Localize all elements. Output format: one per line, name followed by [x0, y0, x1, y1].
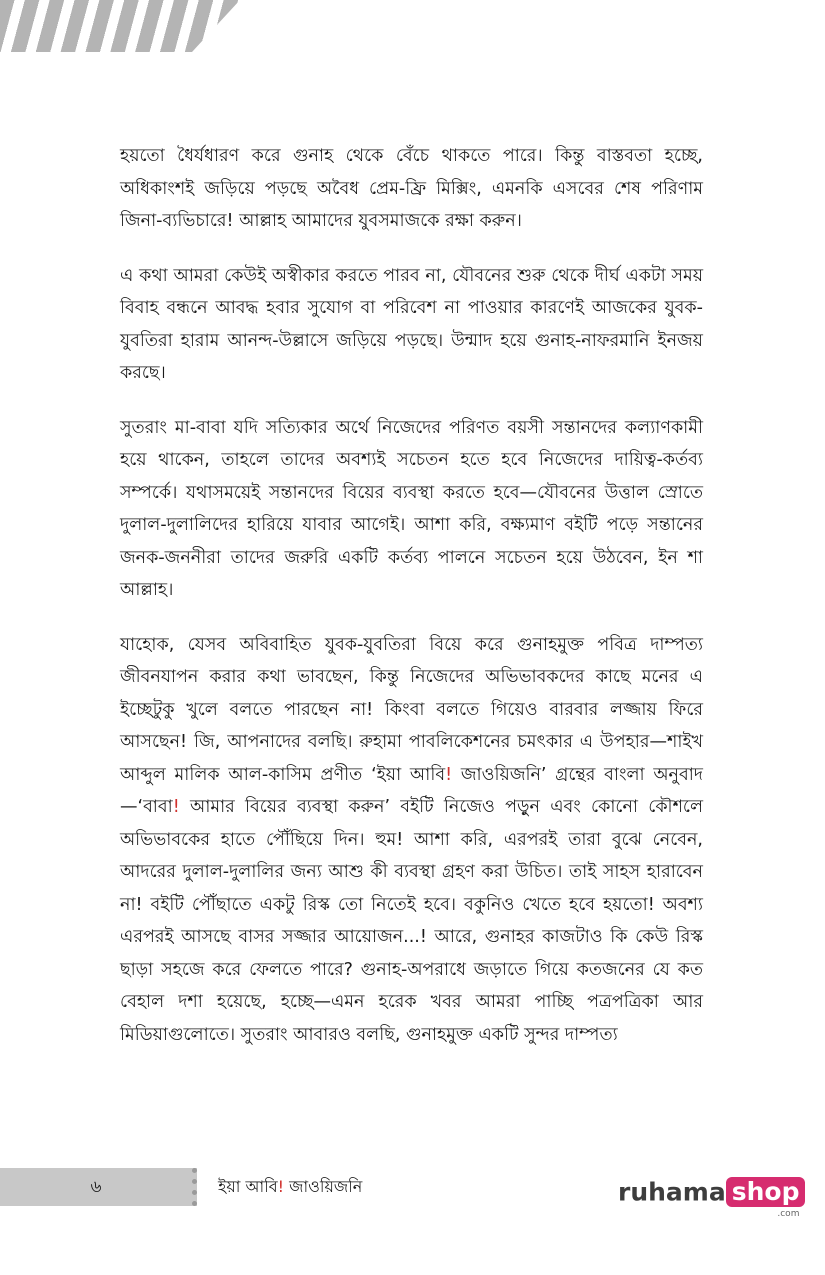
paragraph-text: সুতরাং মা-বাবা যদি সত্যিকার অর্থে নিজেদের পরিণত বয়সী সন্তানদের কল্যাণকামী হয়ে থাকেন, তাহলে তাদের অবশ্যই সচেতন হতে হবে নিজেদের দায়িত্ব-কর্তব্য সম্পর্কে। যথাসময়েই সন্তানদের বিয়ের ব্যবস্থা করতে হবে—যৌবনের উত্তাল স্রোতে দুলাল-দুলালিদের হারিয়ে যাবার আগেই। আশা করি, বক্ষ্যমাণ বইটি পড়ে সন্তানের জনক-জননীরা তাদের জরুরি একটি কর্তব্য পালনে সচেতন হয়ে উঠবেন, ইন শা আল্লাহ।	[120, 417, 703, 600]
logo-ruhama-text: ruhama	[618, 1177, 726, 1207]
page-number: ৬	[90, 1177, 102, 1197]
header-stripes-decoration	[0, 0, 240, 52]
page-body	[120, 140, 703, 1073]
book-title-text-2: জাওয়িজনি	[284, 1177, 363, 1196]
paragraph-3	[120, 412, 703, 607]
book-title-exclamation: !	[277, 1177, 285, 1196]
paragraph-2	[120, 260, 703, 390]
paragraph-text: এ কথা আমরা কেউই অস্বীকার করতে পারব না, যৌবনের শুরু থেকে দীর্ঘ একটা সময় বিবাহ বন্ধনে আবদ্ধ হবার সুযোগ বা পরিবেশ না পাওয়ার কারণেই আজকের যুবক-যুবতিরা হারাম আনন্দ-উল্লাসে জড়িয়ে পড়ছে। উন্মাদ হয়ে গুনাহ-নাফরমানি ইনজয় করছে।	[120, 265, 703, 383]
ruhamashop-logo	[618, 1176, 805, 1219]
paragraph-text: হয়তো ধৈর্যধারণ করে গুনাহ থেকে বেঁচে থাকতে পারে। কিন্তু বাস্তবতা হচ্ছে, অধিকাংশই জড়িয়ে পড়ছে অবৈধ প্রেম-ফ্রি মিক্সিং, এমনকি এসবের শেষ পরিণাম জিনা-ব্যভিচারে! আল্লাহ আমাদের যুবসমাজকে রক্ষা করুন।	[120, 146, 703, 231]
paragraph-text: জাওয়িজনি’ গ্রন্থের বাংলা অনুবাদ—‘বাবা	[120, 764, 703, 817]
paragraph-text: যাহোক, যেসব অবিবাহিত যুবক-যুবতিরা বিয়ে করে গুনাহমুক্ত পবিত্র দাম্পত্য জীবনযাপন করার কথা ভাবছেন, কিন্তু নিজেদের অভিভাবকদের কাছে মনের এ ইচ্ছেটুকু খুলে বলতে পারছেন না! কিংবা বলতে গিয়েও বারবার লজ্জায় ফিরে আসছেন! জি, আপনাদের বলছি। রুহামা পাবলিকেশনের চমৎকার এ উপহার—শাইখ আব্দুল মালিক আল-কাসিম প্রণীত ‘ইয়া আবি	[120, 634, 703, 785]
exclamation-mark: !	[445, 764, 453, 785]
paragraph-4	[120, 629, 703, 1052]
paragraph-text: আমার বিয়ের ব্যবস্থা করুন’ বইটি নিজেও পড়ুন এবং কোনো কৌশলে অভিভাবকের হাতে পৌঁছিয়ে দিন। হুম! আশা করি, এরপরই তারা বুঝে নেবেন, আদরের দুলাল-দুলালির জন্য আশু কী ব্যবস্থা গ্রহণ করা উচিত। তাই সাহস হারাবেন না! বইটি পৌঁছাতে একটু রিস্ক তো নিতেই হবে। বকুনিও খেতে হবে হয়তো! অবশ্য এরপরই আসছে বাসর সজ্জার আয়োজন...! আরে, গুনাহর কাজটাও কি কেউ রিস্ক ছাড়া সহজে করে ফেলতে পারে? গুনাহ-অপরাধে জড়াতে গিয়ে কতজনের যে কত বেহাল দশা হয়েছে, হচ্ছে—এমন হরেক খবর আমরা পাচ্ছি পত্রপত্রিকা আর মিডিয়াগুলোতে। সুতরাং আবারও বলছি, গুনাহমুক্ত একটি সুন্দর দাম্পত্য	[120, 797, 703, 1045]
book-title	[218, 1168, 362, 1206]
logo-com-text: .com	[777, 1209, 800, 1219]
logo-shop-badge: shop	[726, 1177, 806, 1207]
paragraph-1	[120, 140, 703, 238]
exclamation-mark: !	[172, 797, 180, 817]
book-title-text: ইয়া আবি	[218, 1177, 278, 1196]
